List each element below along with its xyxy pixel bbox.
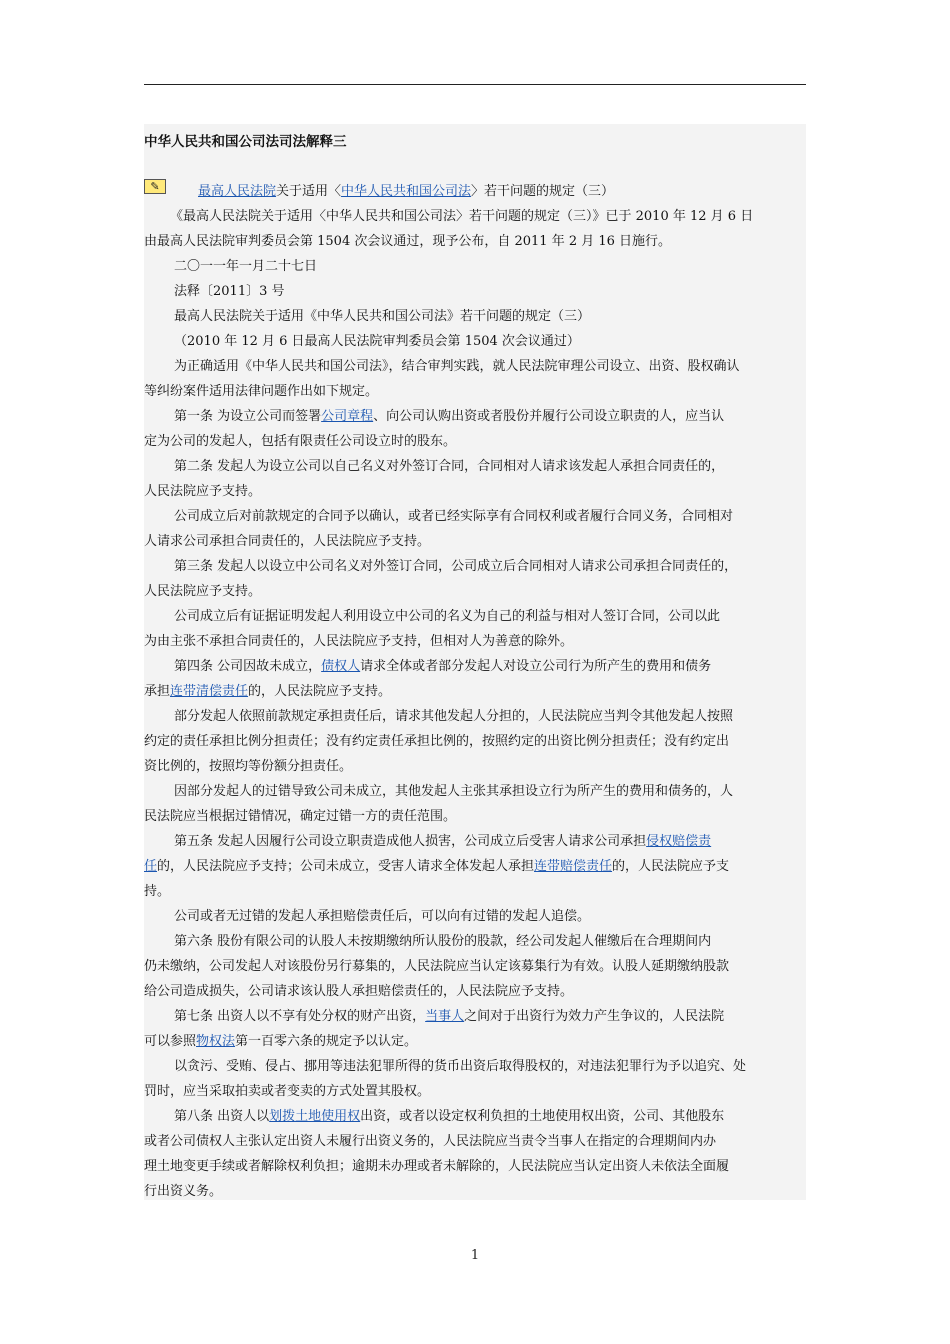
text-line: 可以参照物权法第一百零六条的规定予以认定。	[144, 1034, 418, 1049]
text-line: 以贪污、受贿、侵占、挪用等违法犯罪所得的货币出资后取得股权的，对违法犯罪行为予以追究、处	[174, 1059, 747, 1074]
link-allocated-land-use-right[interactable]: 划拨土地使用权	[269, 1109, 361, 1124]
text-line: 为正确适用《中华人民共和国公司法》，结合审判实践，就人民法院审理公司设立、出资、股权确认	[174, 359, 740, 374]
text-line: 任的，人民法院应予支持；公司未成立，受害人请求全体发起人承担连带赔偿责任的，人民法院应予支	[144, 859, 730, 874]
link-tort-liability[interactable]: 侵权赔偿责	[646, 834, 712, 849]
link-tort-liability-cont[interactable]: 任	[144, 859, 158, 874]
article-6: 第六条 股份有限公司的认股人未按期缴纳所认股份的股款，经公司发起人催缴后在合理期间内	[174, 934, 712, 949]
document-body	[144, 124, 806, 1200]
text-line: 罚时，应当采取拍卖或者变卖的方式处置其股权。	[144, 1084, 431, 1099]
regulation-title: 最高人民法院关于适用《中华人民共和国公司法》若干问题的规定（三）	[174, 309, 591, 324]
text-line: 部分发起人依照前款规定承担责任后，请求其他发起人分担的，人民法院应当判令其他发起人按照	[174, 709, 734, 724]
link-articles-of-association[interactable]: 公司章程	[321, 409, 374, 424]
article-1: 第一条 为设立公司而签署公司章程、向公司认购出资或者股份并履行公司设立职责的人，应当认	[174, 409, 725, 424]
article-2: 第二条 发起人为设立公司以自己名义对外签订合同，合同相对人请求该发起人承担合同责任的，	[174, 459, 725, 474]
text-line: 等纠纷案件适用法律问题作出如下规定。	[144, 384, 379, 399]
text-line: 因部分发起人的过错导致公司未成立，其他发起人主张其承担设立行为所产生的费用和债务的，人	[174, 784, 734, 799]
text-line: 行出资义务。	[144, 1184, 223, 1199]
text-line: 人民法院应予支持。	[144, 584, 262, 599]
link-party[interactable]: 当事人	[425, 1009, 465, 1024]
text-line: 公司或者无过错的发起人承担赔偿责任后，可以向有过错的发起人追偿。	[174, 909, 591, 924]
text-line: 或者公司债权人主张认定出资人未履行出资义务的，人民法院应当责令当事人在指定的合理期间内办	[144, 1134, 717, 1149]
date-line: 二〇一一年一月二十七日	[174, 259, 318, 274]
text-line: 定为公司的发起人，包括有限责任公司设立时的股东。	[144, 434, 457, 449]
text-line: 约定的责任承担比例分担责任；没有约定责任承担比例的，按照约定的出资比例分担责任；没有约定出	[144, 734, 730, 749]
link-joint-liability[interactable]: 连带清偿责任	[170, 684, 249, 699]
text-line: 公司成立后对前款规定的合同予以确认，或者已经实际享有合同权利或者履行合同义务，合同相对	[174, 509, 734, 524]
article-8: 第八条 出资人以划拨土地使用权出资，或者以设定权利负担的土地使用权出资，公司、其他股东	[174, 1109, 725, 1124]
article-4: 第四条 公司因故未成立，债权人请求全体或者部分发起人对设立公司行为所产生的费用和债务	[174, 659, 712, 674]
text-line: 公司成立后有证据证明发起人利用设立中公司的名义为自己的利益与相对人签订合同，公司以此	[174, 609, 721, 624]
article-7: 第七条 出资人以不享有处分权的财产出资，当事人之间对于出资行为效力产生争议的，人民法院	[174, 1009, 725, 1024]
link-property-law[interactable]: 物权法	[196, 1034, 236, 1049]
article-3: 第三条 发起人以设立中公司名义对外签订合同，公司成立后合同相对人请求公司承担合同责任的，	[174, 559, 738, 574]
text-line: 民法院应当根据过错情况，确定过错一方的责任范围。	[144, 809, 457, 824]
text-line: 人请求公司承担合同责任的，人民法院应予支持。	[144, 534, 431, 549]
text-line: 《最高人民法院关于适用〈中华人民共和国公司法〉若干问题的规定（三）》已于 2010 年 12 月 6 日	[170, 209, 754, 224]
article-5: 第五条 发起人因履行公司设立职责造成他人损害，公司成立后受害人请求公司承担侵权赔偿责	[174, 834, 712, 849]
text-line: 资比例的，按照均等份额分担责任。	[144, 759, 353, 774]
link-creditor[interactable]: 债权人	[321, 659, 361, 674]
text-line: 理土地变更手续或者解除权利负担；逾期未办理或者未解除的，人民法院应当认定出资人未依法全面履	[144, 1159, 730, 1174]
text-line: 为由主张不承担合同责任的，人民法院应予支持，但相对人为善意的除外。	[144, 634, 574, 649]
link-supreme-court[interactable]: 最高人民法院	[198, 184, 277, 199]
adoption-note: （2010 年 12 月 6 日最高人民法院审判委员会第 1504 次会议通过）	[174, 334, 580, 349]
page-number: 1	[470, 1248, 480, 1263]
doc-title: 中华人民共和国公司法司法解释三	[144, 134, 347, 150]
text-line: 由最高人民法院审判委员会第 1504 次会议通过，现予公布，自 2011 年 2 月 16 日施行。	[144, 234, 672, 249]
text-line: 持。	[144, 884, 171, 899]
doc-number: 法释〔2011〕3 号	[174, 284, 285, 299]
document-badge-icon[interactable]: ✎	[144, 179, 166, 194]
text-line: 承担连带清偿责任的，人民法院应予支持。	[144, 684, 392, 699]
link-joint-compensation[interactable]: 连带赔偿责任	[534, 859, 613, 874]
link-company-law[interactable]: 中华人民共和国公司法	[341, 184, 472, 199]
header-line: 最高人民法院关于适用〈中华人民共和国公司法〉若干问题的规定（三）	[198, 184, 615, 199]
text-line: 仍未缴纳，公司发起人对该股份另行募集的，人民法院应当认定该募集行为有效。认股人延期缴纳股款	[144, 959, 730, 974]
text-line: 给公司造成损失，公司请求该认股人承担赔偿责任的，人民法院应予支持。	[144, 984, 574, 999]
header-rule	[144, 84, 806, 85]
text-line: 人民法院应予支持。	[144, 484, 262, 499]
